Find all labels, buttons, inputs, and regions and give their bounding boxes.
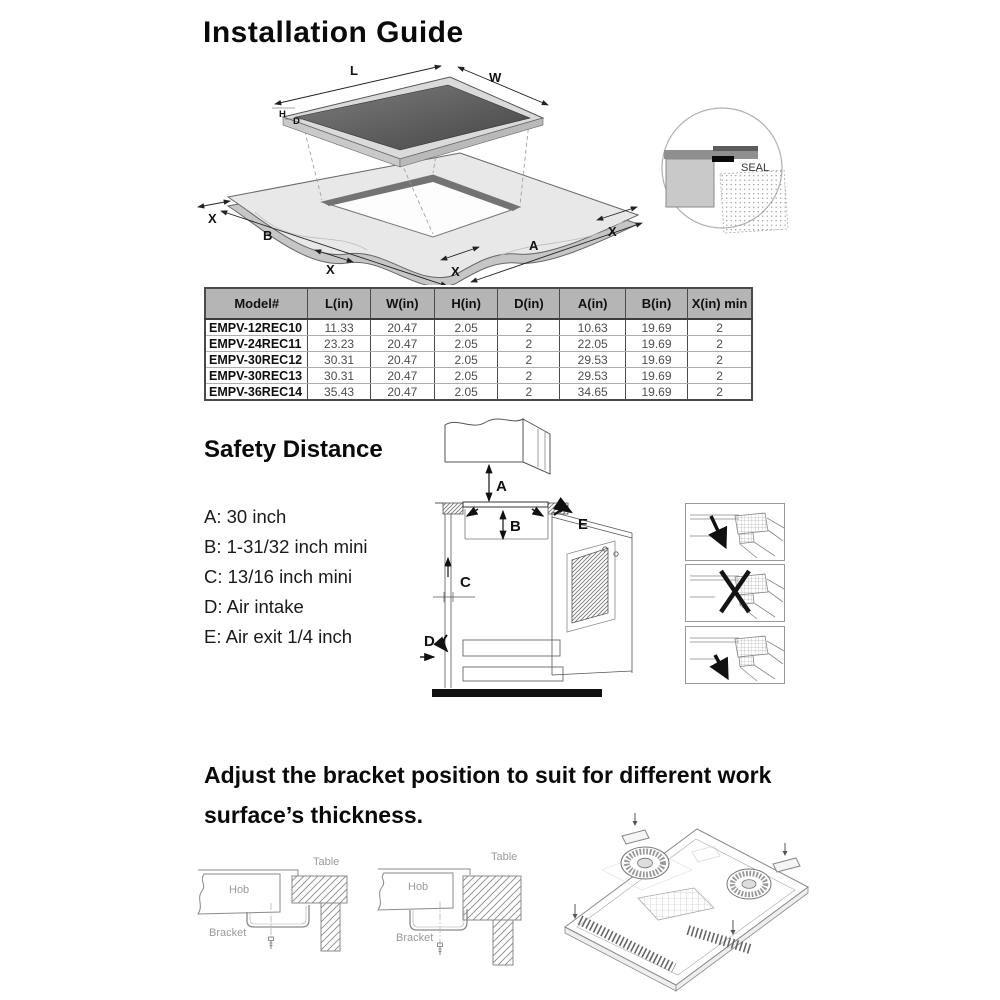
edge-detail-box-allowed-1 <box>685 503 785 561</box>
value-cell: 2 <box>688 368 752 384</box>
value-cell: 2 <box>688 352 752 368</box>
column-header: W(in) <box>370 288 434 319</box>
model-cell: EMPV-30REC13 <box>205 368 308 384</box>
value-cell: 2.05 <box>435 336 498 352</box>
cutout-dimension-diagram <box>195 60 665 285</box>
value-cell: 20.47 <box>370 368 434 384</box>
value-cell: 23.23 <box>308 336 370 352</box>
value-cell: 2 <box>498 368 560 384</box>
page-title: Installation Guide <box>203 16 464 49</box>
safety-distance-list <box>204 502 368 652</box>
value-cell: 35.43 <box>308 384 370 401</box>
foam-block <box>720 170 788 233</box>
value-cell: 22.05 <box>560 336 625 352</box>
value-cell: 20.47 <box>370 384 434 401</box>
value-cell: 2.05 <box>435 352 498 368</box>
spec-table <box>204 287 753 401</box>
table-row <box>205 368 752 384</box>
value-cell: 11.33 <box>308 319 370 336</box>
table-row <box>205 384 752 401</box>
model-cell: EMPV-36REC14 <box>205 384 308 401</box>
screw-icon <box>269 937 274 949</box>
value-cell: 2 <box>498 352 560 368</box>
value-cell: 2 <box>498 384 560 401</box>
dim-label-W: W <box>489 70 502 85</box>
dim-label-A: A <box>529 238 539 253</box>
value-cell: 2.05 <box>435 319 498 336</box>
value-cell: 19.69 <box>625 368 687 384</box>
table-row <box>205 319 752 336</box>
value-cell: 20.47 <box>370 352 434 368</box>
value-cell: 2 <box>688 384 752 401</box>
dim-label-H: H <box>279 109 286 120</box>
label-C: C <box>460 574 471 591</box>
value-cell: 2 <box>688 336 752 352</box>
value-cell: 20.47 <box>370 336 434 352</box>
dim-label-X-right: X <box>608 224 617 239</box>
counter-block <box>463 876 521 920</box>
value-cell: 19.69 <box>625 384 687 401</box>
dim-label-L: L <box>350 63 358 78</box>
safety-distance-diagram <box>420 405 690 710</box>
model-cell: EMPV-24REC11 <box>205 336 308 352</box>
cooktop-drawing <box>283 77 543 167</box>
table-label: Table <box>491 851 518 863</box>
counter-leg <box>321 903 340 951</box>
value-cell: 2 <box>498 336 560 352</box>
bracket-diagram-thick-counter <box>368 843 558 988</box>
edge-detail-box-allowed-2 <box>685 626 785 684</box>
column-header: L(in) <box>308 288 370 319</box>
table-row <box>205 336 752 352</box>
seal-detail-diagram <box>658 98 808 243</box>
label-E: E <box>578 516 589 533</box>
cooling-fan-icon <box>621 847 669 879</box>
safety-distance-item: C: 13/16 inch mini <box>204 566 353 587</box>
hob-label: Hob <box>229 884 250 896</box>
column-header: H(in) <box>435 288 498 319</box>
cooling-fan-icon <box>727 869 771 899</box>
bracket-diagram-thin-counter <box>183 843 368 983</box>
column-header: A(in) <box>560 288 625 319</box>
label-D: D <box>424 633 435 650</box>
bracket-heading-line1: Adjust the bracket position to suit for different work <box>204 762 772 788</box>
dim-label-B: B <box>263 228 273 243</box>
model-cell: EMPV-12REC10 <box>205 319 308 336</box>
table-label: Table <box>313 856 340 868</box>
bracket-heading-line2: surface’s thickness. <box>204 802 424 828</box>
cooktop-underside-diagram <box>542 808 842 1000</box>
safety-distance-heading: Safety Distance <box>204 436 383 463</box>
value-cell: 2.05 <box>435 384 498 401</box>
counter-block <box>292 876 347 903</box>
value-cell: 30.31 <box>308 368 370 384</box>
value-cell: 29.53 <box>560 352 625 368</box>
table-row <box>205 352 752 368</box>
column-header: B(in) <box>625 288 687 319</box>
seal-strip <box>712 156 734 162</box>
dim-label-D: D <box>293 116 300 127</box>
value-cell: 2.05 <box>435 368 498 384</box>
dim-label-X-left: X <box>208 211 217 226</box>
range-hood <box>445 419 550 474</box>
dim-label-X-bottomcenter: X <box>451 264 460 279</box>
value-cell: 19.69 <box>625 336 687 352</box>
counter-leg <box>493 920 513 965</box>
safety-distance-item: B: 1-31/32 inch mini <box>204 536 368 557</box>
floor-bar <box>432 689 602 697</box>
safety-distance-item: E: Air exit 1/4 inch <box>204 626 353 647</box>
value-cell: 2 <box>498 319 560 336</box>
oven-drawing <box>463 512 632 681</box>
value-cell: 29.53 <box>560 368 625 384</box>
bracket-label: Bracket <box>209 927 247 939</box>
column-header: D(in) <box>498 288 560 319</box>
cooktop-edge-bar <box>664 150 758 159</box>
value-cell: 34.65 <box>560 384 625 401</box>
value-cell: 2 <box>688 319 752 336</box>
cabinet-wall <box>445 514 451 688</box>
label-A: A <box>496 478 507 495</box>
bracket-label: Bracket <box>396 932 434 944</box>
hob-label: Hob <box>408 881 429 893</box>
value-cell: 19.69 <box>625 352 687 368</box>
safety-distance-item: A: 30 inch <box>204 506 287 527</box>
value-cell: 19.69 <box>625 319 687 336</box>
cooktop-cross-section <box>435 502 568 539</box>
seal-label: SEAL <box>741 162 770 174</box>
dim-label-X-bottomleft: X <box>326 262 335 277</box>
counter-cross-section <box>666 159 714 207</box>
header-row <box>205 288 752 319</box>
edge-detail-box-not-allowed <box>685 564 785 622</box>
value-cell: 10.63 <box>560 319 625 336</box>
column-header: X(in) min <box>688 288 752 319</box>
column-header: Model# <box>205 288 308 319</box>
model-cell: EMPV-30REC12 <box>205 352 308 368</box>
value-cell: 30.31 <box>308 352 370 368</box>
safety-distance-item: D: Air intake <box>204 596 304 617</box>
label-B: B <box>510 518 521 535</box>
value-cell: 20.47 <box>370 319 434 336</box>
clearance-C-dim <box>433 592 475 602</box>
